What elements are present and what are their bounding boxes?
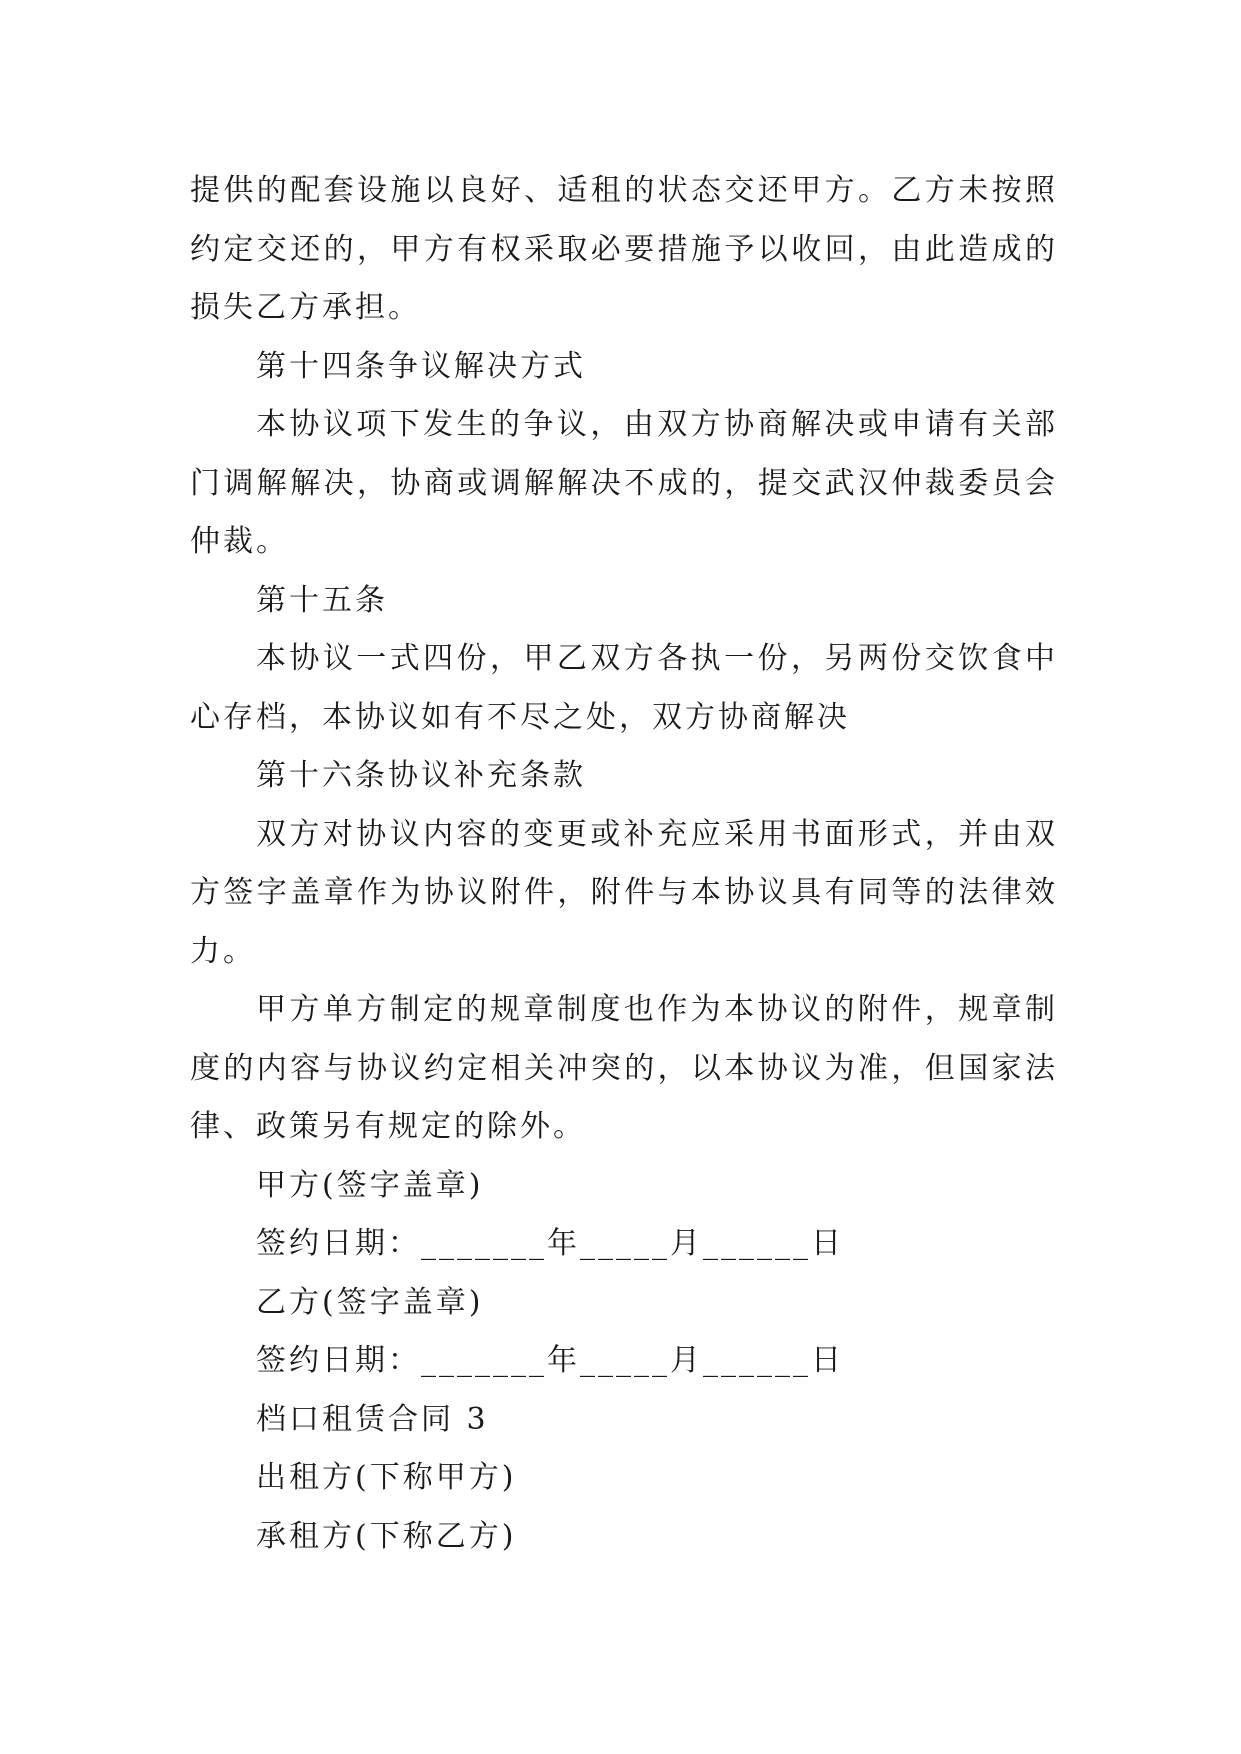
article-15-heading: 第十五条 (256, 582, 388, 618)
article-14-heading: 第十四条争议解决方式 (256, 348, 586, 384)
contract-3-title: 档口租赁合同 3 (256, 1401, 489, 1437)
paragraph-copies: 本协议一式四份，甲乙双方各执一份，另两份交饮食中心存档，本协议如有不尽之处，双方协商解决 (190, 641, 1058, 735)
paragraph-rules-attachment: 甲方单方制定的规章制度也作为本协议的附件，规章制度的内容与协议约定相关冲突的，以本协议为准，但国家法律、政策另有规定的除外。 (190, 992, 1058, 1144)
party-b-signature: 乙方(签字盖章) (256, 1284, 484, 1320)
lessor-label: 出租方(下称甲方) (256, 1460, 517, 1495)
paragraph-amendments: 双方对协议内容的变更或补充应采用书面形式，并由双方签字盖章作为协议附件，附件与本协议具有同等的法律效力。 (190, 816, 1058, 969)
party-a-signature: 甲方(签字盖章) (256, 1167, 484, 1203)
paragraph-return-facilities: 提供的配套设施以良好、适租的状态交还甲方。乙方未按照约定交还的，甲方有权采取必要措施予以收回，由此造成的损失乙方承担。 (190, 173, 1058, 325)
party-a-sign-date: 签约日期：_______年_____月______日 (256, 1226, 844, 1261)
article-16-heading: 第十六条协议补充条款 (256, 758, 586, 793)
lessee-label: 承租方(下称乙方) (256, 1518, 517, 1554)
paragraph-dispute-resolution: 本协议项下发生的争议，由双方协商解决或申请有关部门调解解决，协商或调解解决不成的，提交武汉仲裁委员会仲裁。 (190, 407, 1058, 559)
party-b-sign-date: 签约日期：_______年_____月______日 (256, 1343, 844, 1378)
document-body (190, 162, 1058, 1566)
